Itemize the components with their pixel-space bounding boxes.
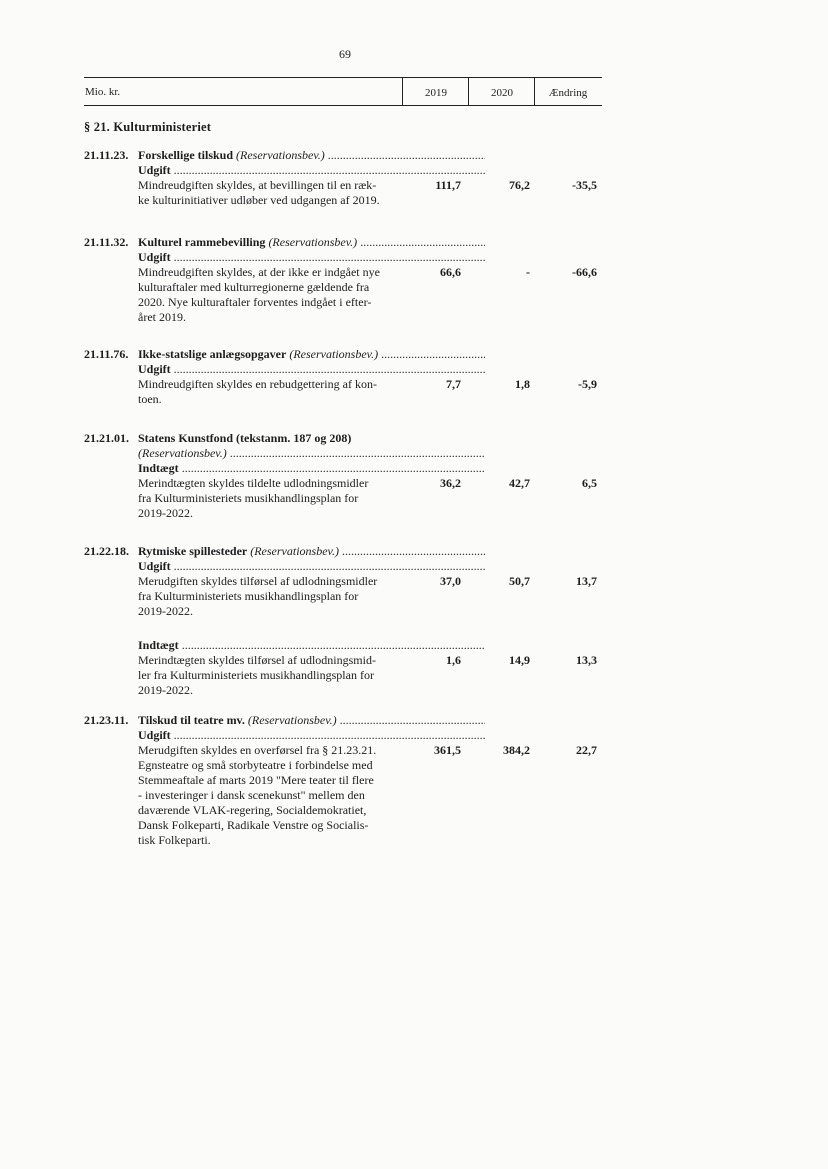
- explanation-line: - investeringer i dansk scenekunst" mellem den: [138, 788, 365, 802]
- entry-title: Tilskud til teatre mv.: [138, 713, 245, 727]
- entry-title: Statens Kunstfond (tekstanm. 187 og 208): [138, 431, 352, 445]
- explanation-line: toen.: [138, 392, 162, 406]
- account-code: 21.11.23.: [84, 148, 129, 162]
- item-kind: Udgift: [138, 163, 171, 177]
- value-2019: 361,5: [434, 743, 461, 757]
- column-header-2019: 2019: [402, 78, 469, 105]
- explanation-line: kulturaftaler med kulturregionerne gældende fra: [138, 280, 370, 294]
- value-change: -5,9: [578, 377, 597, 391]
- value-2019: 7,7: [446, 377, 461, 391]
- explanation-line: 2019-2022.: [138, 506, 193, 520]
- entry-item: [138, 250, 597, 325]
- item-kind-line: [138, 250, 485, 265]
- section-title: § 21. Kulturministeriet: [84, 120, 212, 134]
- entry-title-line: [138, 148, 485, 163]
- item-kind-line: [138, 559, 485, 574]
- item-kind-line: [138, 638, 485, 653]
- item-kind: Udgift: [138, 250, 171, 264]
- item-kind-line: [138, 728, 485, 743]
- item-kind-line: [138, 461, 485, 476]
- value-2020: 50,7: [509, 574, 530, 588]
- column-header-change: Ændring: [534, 78, 601, 105]
- entry-title: Rytmiske spillesteder: [138, 544, 248, 558]
- value-2019: 36,2: [440, 476, 461, 490]
- explanation-line: Mindreudgiften skyldes en rebudgettering af kon-: [138, 377, 377, 391]
- entry-title-line: [138, 431, 485, 446]
- explanation-line: 2020. Nye kulturaftaler forventes indgået i efter-: [138, 295, 372, 309]
- value-change: -66,6: [572, 265, 597, 279]
- entry-body: [138, 347, 597, 407]
- column-header-2020: 2020: [468, 78, 535, 105]
- explanation-line: fra Kulturministeriets musikhandlingsplan for: [138, 491, 359, 505]
- page-number: 69: [339, 47, 351, 61]
- item-kind: Indtægt: [138, 461, 179, 475]
- value-2020: 14,9: [509, 653, 530, 667]
- entry-item: [138, 728, 597, 848]
- account-code: 21.22.18.: [84, 544, 129, 558]
- value-change: -35,5: [572, 178, 597, 192]
- entry-title-line: [138, 713, 485, 728]
- explanation-line: Egnsteatre og små storbyteatre i forbindelse med: [138, 758, 373, 772]
- value-change: 22,7: [576, 743, 597, 757]
- item-kind: Indtægt: [138, 638, 179, 652]
- value-2020: 384,2: [503, 743, 530, 757]
- entry-item: [138, 638, 597, 698]
- entry-body: [138, 235, 597, 325]
- entry-body: [138, 544, 597, 698]
- item-kind-line: [138, 163, 485, 178]
- explanation-line: 2019-2022.: [138, 683, 193, 697]
- entry-title-line: [138, 347, 485, 362]
- explanation-line: ler fra Kulturministeriets musikhandlingsplan for: [138, 668, 374, 682]
- entry-qualifier: (Reservationsbev.): [236, 148, 325, 162]
- item-kind: Udgift: [138, 728, 171, 742]
- value-2019: 66,6: [440, 265, 461, 279]
- entry-body: [138, 713, 597, 848]
- table-header: [84, 77, 602, 106]
- explanation-line: Mindreudgiften skyldes, at bevillingen til en ræk-: [138, 178, 377, 192]
- value-2019: 37,0: [440, 574, 461, 588]
- account-code: 21.23.11.: [84, 713, 129, 727]
- entry-qualifier: (Reservationsbev.): [250, 544, 339, 558]
- explanation-line: Mindreudgiften skyldes, at der ikke er indgået nye: [138, 265, 380, 279]
- explanation-line: tisk Folkeparti.: [138, 833, 211, 847]
- entry-qualifier: (Reservationsbev.): [289, 347, 379, 361]
- value-2020: -: [526, 265, 530, 279]
- account-code: 21.21.01.: [84, 431, 129, 445]
- entry-qualifier-line: [138, 446, 485, 461]
- value-change: 6,5: [582, 476, 597, 490]
- entry-qualifier: (Reservationsbev.): [268, 235, 358, 249]
- account-code: 21.11.32.: [84, 235, 129, 249]
- unit-label: Mio. kr.: [85, 86, 121, 98]
- explanation-line: Stemmeaftale af marts 2019 "Mere teater til flere: [138, 773, 374, 787]
- explanation-line: året 2019.: [138, 310, 186, 324]
- entry-title: Forskellige tilskud: [138, 148, 234, 162]
- value-2020: 76,2: [509, 178, 530, 192]
- item-kind-line: [138, 362, 485, 377]
- explanation-line: ke kulturinitiativer udløber ved udgangen af 2019.: [138, 193, 380, 207]
- value-change: 13,7: [576, 574, 597, 588]
- entry-item: [138, 163, 597, 208]
- entry-item: [138, 559, 597, 619]
- explanation-line: 2019-2022.: [138, 604, 193, 618]
- explanation-line: Merindtægten skyldes tilførsel af udlodningsmid-: [138, 653, 376, 667]
- entry-body: [138, 148, 597, 208]
- entry-item: [138, 362, 597, 407]
- entry-qualifier: (Reservationsbev.): [138, 446, 227, 460]
- explanation-line: daværende VLAK-regering, Socialdemokratiet,: [138, 803, 367, 817]
- explanation-line: Merindtægten skyldes tildelte udlodningsmidler: [138, 476, 369, 490]
- value-2020: 42,7: [509, 476, 530, 490]
- entry-title-line: [138, 544, 485, 559]
- entry-title: Kulturel rammebevilling: [138, 235, 266, 249]
- explanation-line: Merudgiften skyldes tilførsel af udlodningsmidler: [138, 574, 378, 588]
- explanation-line: Merudgiften skyldes en overførsel fra § 21.23.21.: [138, 743, 377, 757]
- explanation-line: fra Kulturministeriets musikhandlingsplan for: [138, 589, 359, 603]
- entry-title: Ikke-statslige anlægsopgaver: [138, 347, 287, 361]
- entry-qualifier: (Reservationsbev.): [247, 713, 337, 727]
- value-change: 13,3: [576, 653, 597, 667]
- value-2019: 111,7: [435, 178, 461, 192]
- explanation-line: Dansk Folkeparti, Radikale Venstre og Socialis-: [138, 818, 369, 832]
- entry-body: [138, 431, 597, 521]
- item-kind: Udgift: [138, 362, 171, 376]
- value-2019: 1,6: [446, 653, 461, 667]
- account-code: 21.11.76.: [84, 347, 129, 361]
- entry-item: [138, 461, 597, 521]
- value-2020: 1,8: [515, 377, 530, 391]
- item-kind: Udgift: [138, 559, 171, 573]
- entry-title-line: [138, 235, 485, 250]
